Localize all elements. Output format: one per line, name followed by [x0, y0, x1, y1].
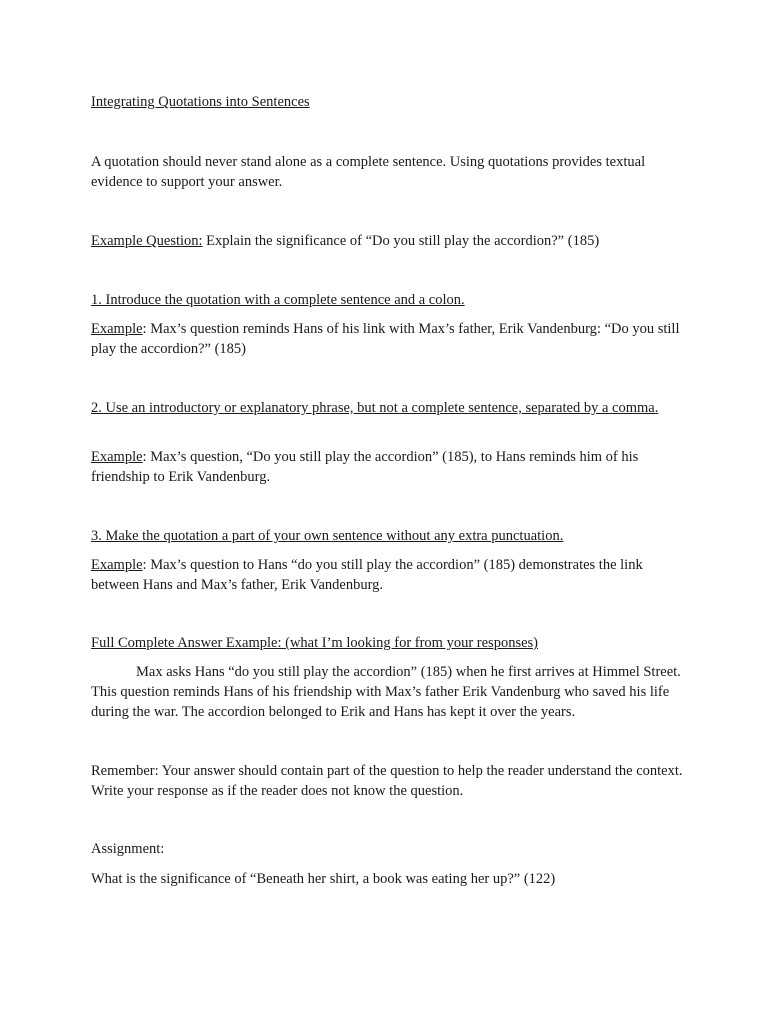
rule-3-heading: 3. Make the quotation a part of your own sentence without any extra punctuation. [91, 528, 564, 544]
rule-1-heading: 1. Introduce the quotation with a complete sentence and a colon. [91, 292, 465, 308]
remember-paragraph: Remember: Your answer should contain part of the question to help the reader understand the context. Write your response as if the reader does not know the question. [91, 763, 683, 799]
example-question-label: Example Question: [91, 233, 203, 249]
rule-2-example-text: : Max’s question, “Do you still play the accordion” (185), to Hans reminds him of his friendship to Erik Vandenburg. [91, 449, 639, 485]
full-example-heading: Full Complete Answer Example: (what I’m looking for from your responses) [91, 635, 539, 651]
example-question [91, 231, 691, 251]
rule-1-example [91, 319, 691, 359]
full-example-paragraph: Max asks Hans “do you still play the accordion” (185) when he first arrives at Himmel Street. This question reminds Hans of his friendship with Max’s father Erik Vandenburg who saved his life during the war. The accordion belonged to Erik and Hans has kept it over the years. [91, 664, 681, 720]
rule-2-heading: 2. Use an introductory or explanatory phrase, but not a complete sentence, separated by a comma. [91, 400, 659, 416]
rule-3-example-text: : Max’s question to Hans “do you still play the accordion” (185) demonstrates the link between Hans and Max’s father, Erik Vandenburg. [91, 557, 643, 593]
example-question-text: Explain the significance of “Do you still play the accordion?” (185) [202, 233, 600, 249]
assignment-question: What is the significance of “Beneath her shirt, a book was eating her up?” (122) [91, 871, 556, 887]
rule-3-example-label: Example [91, 557, 143, 573]
assignment-label: Assignment: [91, 841, 165, 857]
rule-3-example [91, 555, 691, 595]
rule-1-example-label: Example [91, 321, 143, 337]
intro-paragraph: A quotation should never stand alone as a complete sentence. Using quotations provides textual evidence to support your answer. [91, 154, 646, 190]
rule-2-example [91, 447, 691, 487]
rule-1-example-text: : Max’s question reminds Hans of his link with Max’s father, Erik Vandenburg: “Do you still play the accordion?” (185) [91, 321, 680, 357]
document-title: Integrating Quotations into Sentences [91, 94, 310, 110]
rule-2-example-label: Example [91, 449, 143, 465]
